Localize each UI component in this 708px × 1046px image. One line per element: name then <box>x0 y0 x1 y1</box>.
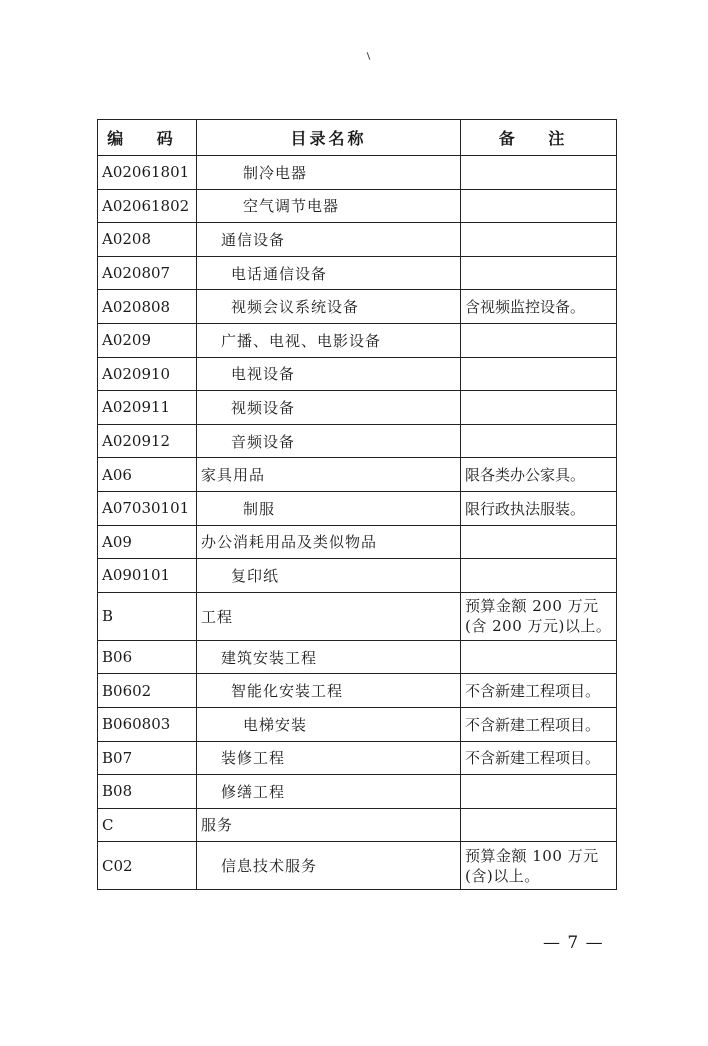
table-row <box>98 290 617 324</box>
cell-code: A020807 <box>98 256 197 290</box>
cell-code: A06 <box>98 458 197 492</box>
cell-code: A07030101 <box>98 491 197 525</box>
cell-name: 复印纸 <box>197 559 461 593</box>
table-row <box>98 156 617 190</box>
cell-name: 制服 <box>197 491 461 525</box>
cell-note: 限各类办公家具。 <box>461 458 617 492</box>
table-row <box>98 323 617 357</box>
table-body <box>98 156 617 890</box>
table-row <box>98 707 617 741</box>
cell-name: 通信设备 <box>197 223 461 257</box>
table-row <box>98 741 617 775</box>
cell-note: 限行政执法服装。 <box>461 491 617 525</box>
table-row <box>98 775 617 809</box>
cell-name: 智能化安装工程 <box>197 674 461 708</box>
cell-note <box>461 424 617 458</box>
cell-name: 广播、电视、电影设备 <box>197 323 461 357</box>
cell-code: A020912 <box>98 424 197 458</box>
cell-code: B06 <box>98 640 197 674</box>
cell-name: 视频会议系统设备 <box>197 290 461 324</box>
table-row <box>98 189 617 223</box>
table-row <box>98 458 617 492</box>
cell-code: A020808 <box>98 290 197 324</box>
cell-code: C02 <box>98 842 197 890</box>
cell-name: 音频设备 <box>197 424 461 458</box>
table-row <box>98 640 617 674</box>
procurement-catalog-table <box>97 119 617 890</box>
cell-code: A020911 <box>98 391 197 425</box>
cell-note: 不含新建工程项目。 <box>461 674 617 708</box>
scan-mark <box>367 52 371 60</box>
header-note: 备 注 <box>461 120 617 156</box>
cell-code: B060803 <box>98 707 197 741</box>
cell-name: 服务 <box>197 808 461 842</box>
cell-name: 办公消耗用品及类似物品 <box>197 525 461 559</box>
table-row <box>98 674 617 708</box>
page-number: — 7 — <box>543 933 604 953</box>
cell-code: A020910 <box>98 357 197 391</box>
cell-name: 修缮工程 <box>197 775 461 809</box>
table-row <box>98 808 617 842</box>
table-row <box>98 357 617 391</box>
cell-note: 预算金额 200 万元(含 200 万元)以上。 <box>461 592 617 640</box>
cell-note <box>461 156 617 190</box>
cell-code: B0602 <box>98 674 197 708</box>
cell-name: 视频设备 <box>197 391 461 425</box>
table-row <box>98 223 617 257</box>
cell-code: A090101 <box>98 559 197 593</box>
cell-note <box>461 256 617 290</box>
table-row <box>98 592 617 640</box>
table-row <box>98 842 617 890</box>
cell-note <box>461 223 617 257</box>
table-row <box>98 491 617 525</box>
cell-name: 工程 <box>197 592 461 640</box>
cell-note <box>461 391 617 425</box>
cell-note <box>461 525 617 559</box>
cell-name: 信息技术服务 <box>197 842 461 890</box>
cell-name: 装修工程 <box>197 741 461 775</box>
cell-name: 空气调节电器 <box>197 189 461 223</box>
cell-name: 家具用品 <box>197 458 461 492</box>
cell-code: A02061802 <box>98 189 197 223</box>
cell-code: A02061801 <box>98 156 197 190</box>
table-row <box>98 391 617 425</box>
cell-code: B07 <box>98 741 197 775</box>
cell-note <box>461 189 617 223</box>
cell-code: A0208 <box>98 223 197 257</box>
cell-note <box>461 559 617 593</box>
cell-note <box>461 640 617 674</box>
cell-note <box>461 357 617 391</box>
cell-code: A0209 <box>98 323 197 357</box>
header-code: 编 码 <box>98 120 197 156</box>
table-row <box>98 256 617 290</box>
cell-code: B <box>98 592 197 640</box>
cell-note: 不含新建工程项目。 <box>461 707 617 741</box>
table-header-row <box>98 120 617 156</box>
cell-name: 电话通信设备 <box>197 256 461 290</box>
cell-note: 预算金额 100 万元(含)以上。 <box>461 842 617 890</box>
table-row <box>98 525 617 559</box>
cell-note: 不含新建工程项目。 <box>461 741 617 775</box>
cell-note: 含视频监控设备。 <box>461 290 617 324</box>
cell-name: 制冷电器 <box>197 156 461 190</box>
cell-name: 电梯安装 <box>197 707 461 741</box>
header-name: 目录名称 <box>197 120 461 156</box>
cell-code: B08 <box>98 775 197 809</box>
table-row <box>98 559 617 593</box>
cell-note <box>461 323 617 357</box>
cell-note <box>461 808 617 842</box>
cell-name: 建筑安装工程 <box>197 640 461 674</box>
cell-name: 电视设备 <box>197 357 461 391</box>
cell-code: C <box>98 808 197 842</box>
cell-code: A09 <box>98 525 197 559</box>
cell-note <box>461 775 617 809</box>
table-row <box>98 424 617 458</box>
